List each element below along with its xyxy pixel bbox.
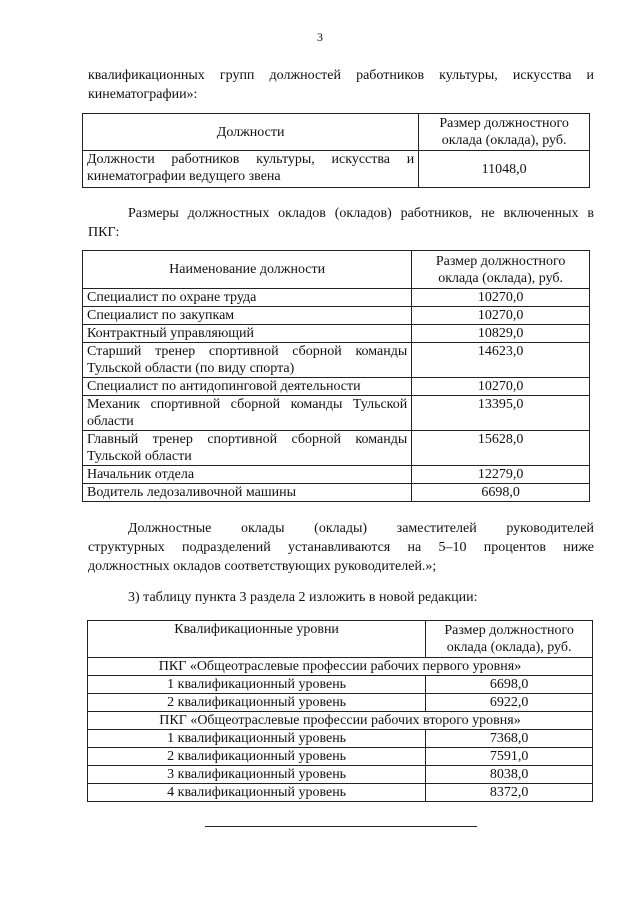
column-header-salary: Размер должностного оклада (оклада), руб. [412,251,590,289]
salary-cell: 7368,0 [426,730,593,748]
para3-line-1: Должностные оклады (оклады) заместителей руководителей [128,521,594,536]
salary-cell: 10270,0 [412,307,590,325]
table-header-row [88,621,593,658]
position-cell [83,484,412,502]
table-row [83,484,590,502]
salary-cell: 15628,0 [412,431,590,466]
para3-line-2: структурных подразделений устанавливаются на 5–10 процентов ниже [88,540,594,555]
table-header-row [83,251,590,289]
position-name-line: Специалист по антидопинговой деятельности [87,379,361,394]
level-cell: 1 квалификационный уровень [88,676,426,694]
salary-cell: 6698,0 [426,676,593,694]
position-name-line: Специалист по закупкам [87,308,235,323]
position-cell [83,325,412,343]
group-title-row [88,712,593,730]
position-name-line: Водитель ледозаливочной машины [87,485,297,500]
salary-cell: 10270,0 [412,378,590,396]
salary-cell: 7591,0 [426,748,593,766]
salary-cell: 10829,0 [412,325,590,343]
intro-line-2: кинематографии»: [88,87,198,102]
column-header-levels: Квалификационные уровни [88,621,426,658]
position-name-line: Начальник отдела [87,467,195,482]
position-name-line: Тульской области [87,449,192,464]
column-header-salary: Размер должностного оклада (оклада), руб. [419,114,590,151]
salary-cell: 8372,0 [426,784,593,802]
level-cell: 2 квалификационный уровень [88,748,426,766]
para2-line-1: Размеры должностных окладов (окладов) работников, не включенных в [128,206,594,221]
table-row [88,694,593,712]
table-row [83,378,590,396]
position-cell [83,378,412,396]
table-row [83,396,590,431]
position-cell [83,289,412,307]
table-culture-positions [82,113,590,188]
table-row [88,748,593,766]
table-row [88,784,593,802]
position-name-line: кинематографии ведущего звена [87,169,281,184]
table-row [83,325,590,343]
table-row [83,343,590,378]
para3-line-3: должностных окладов соответствующих руководителей.»; [88,559,437,574]
group-title-second-level: ПКГ «Общеотраслевые профессии рабочих второго уровня» [88,712,593,730]
level-cell: 2 квалификационный уровень [88,694,426,712]
separator-line [205,826,477,827]
column-header-position-name: Наименование должности [83,251,412,289]
position-name-line: Старший тренер спортивной сборной команды [87,344,408,359]
table-row [88,730,593,748]
position-cell [83,466,412,484]
position-name-line: Контрактный управляющий [87,326,255,341]
table-row [83,151,590,188]
position-name-line: Должности работников культуры, искусства и [87,152,415,167]
position-name-line: Механик спортивной сборной команды Тульской [87,397,408,412]
group-title-first-level: ПКГ «Общеотраслевые профессии рабочих первого уровня» [88,658,593,676]
salary-cell: 13395,0 [412,396,590,431]
column-header-salary: Размер должностного оклада (оклада), руб. [426,621,593,658]
salary-cell: 10270,0 [412,289,590,307]
salary-cell: 6922,0 [426,694,593,712]
position-name-line: Специалист по охране труда [87,290,257,305]
position-cell [83,431,412,466]
position-name-line: Тульской области (по виду спорта) [87,361,295,376]
position-cell [83,151,419,188]
table-row [83,466,590,484]
salary-cell: 14623,0 [412,343,590,378]
page-number: 3 [317,30,323,44]
level-cell: 1 квалификационный уровень [88,730,426,748]
para2-line-2: ПКГ: [88,225,120,240]
table-header-row [83,114,590,151]
position-cell [83,396,412,431]
salary-cell: 11048,0 [419,151,590,188]
level-cell: 4 квалификационный уровень [88,784,426,802]
salary-cell: 6698,0 [412,484,590,502]
column-header-positions: Должности [83,114,419,151]
level-cell: 3 квалификационный уровень [88,766,426,784]
table-row [83,289,590,307]
position-cell [83,307,412,325]
salary-cell: 12279,0 [412,466,590,484]
para4: 3) таблицу пункта 3 раздела 2 изложить в новой редакции: [128,590,478,605]
group-title-row [88,658,593,676]
position-cell [83,343,412,378]
position-name-line: Главный тренер спортивной сборной команды [87,432,408,447]
table-non-pkg-positions [82,250,590,502]
position-name-line: области [87,414,134,429]
table-row [88,676,593,694]
table-row [83,431,590,466]
table-worker-qualifications [87,620,593,802]
intro-line-1: квалификационных групп должностей работников культуры, искусства и [88,68,594,83]
salary-cell: 8038,0 [426,766,593,784]
table-row [83,307,590,325]
table-row [88,766,593,784]
